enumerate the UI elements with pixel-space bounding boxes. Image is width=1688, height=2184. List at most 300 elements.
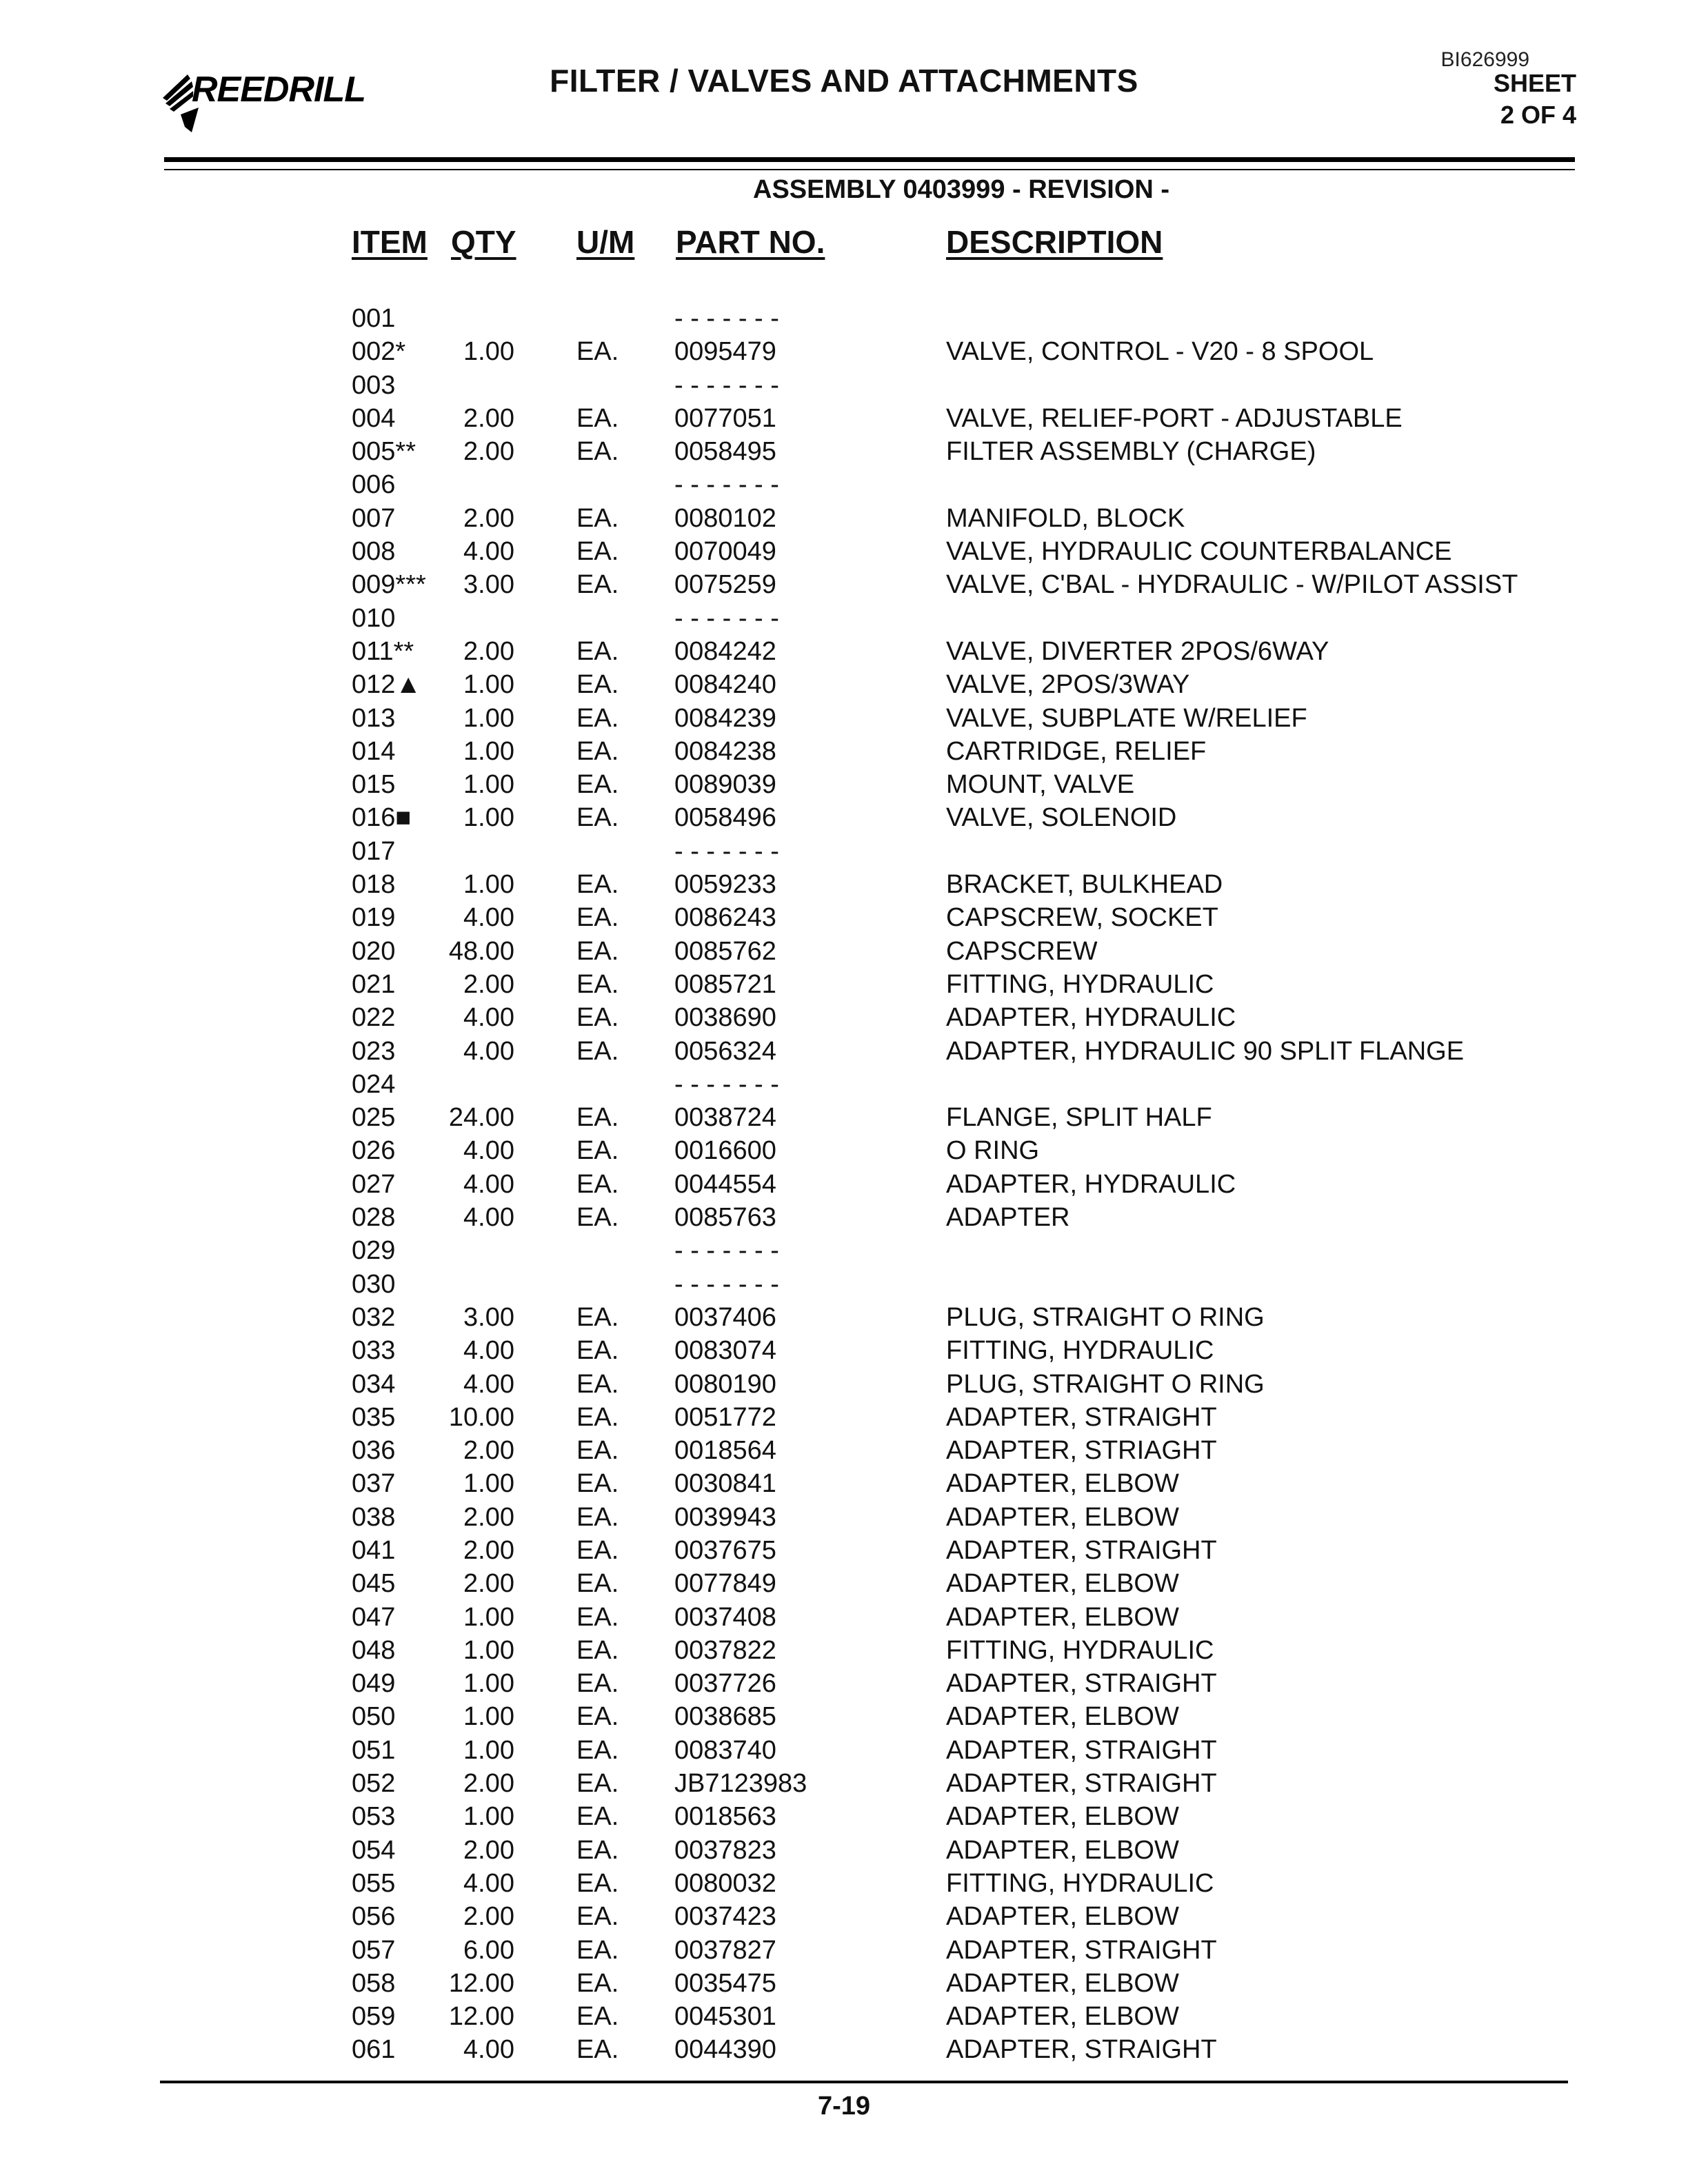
part-number-cell: 0035475 [674, 1968, 776, 1998]
table-row [0, 468, 1688, 501]
table-row [0, 1035, 1688, 1068]
item-cell: 010 [352, 603, 396, 633]
item-cell: 009*** [352, 570, 426, 600]
part-number-cell: 0051772 [674, 1402, 776, 1432]
table-row [0, 2000, 1688, 2033]
part-number-cell: - - - - - - - [674, 1069, 779, 1099]
item-cell: 036 [352, 1436, 396, 1466]
table-row [0, 1201, 1688, 1234]
description-cell: ADAPTER, STRAIGHT [946, 1769, 1217, 1799]
table-row [0, 1467, 1688, 1500]
qty-cell: 12.00 [448, 1968, 514, 1998]
item-cell: 019 [352, 903, 396, 933]
description-cell: ADAPTER, ELBOW [946, 1469, 1179, 1499]
um-cell: EA. [576, 1735, 619, 1765]
qty-cell: 1.00 [463, 1635, 514, 1665]
item-cell: 045 [352, 1569, 396, 1599]
item-cell: 015 [352, 770, 396, 800]
qty-cell: 1.00 [463, 1602, 514, 1632]
table-row [0, 702, 1688, 735]
column-header-qty: QTY [451, 224, 516, 260]
table-row [0, 1601, 1688, 1634]
description-cell: VALVE, CONTROL - V20 - 8 SPOOL [946, 337, 1374, 367]
um-cell: EA. [576, 1502, 619, 1532]
item-cell: 028 [352, 1203, 396, 1233]
part-number-cell: JB7123983 [674, 1769, 807, 1799]
qty-cell: 3.00 [463, 1302, 514, 1332]
part-number-cell: 0044390 [674, 2035, 776, 2065]
qty-cell: 1.00 [463, 1802, 514, 1832]
item-cell: 016■ [352, 803, 412, 833]
um-cell: EA. [576, 1436, 619, 1466]
description-cell: ADAPTER, ELBOW [946, 1602, 1179, 1632]
footer-rule [160, 2081, 1568, 2083]
um-cell: EA. [576, 936, 619, 966]
qty-cell: 2.00 [463, 437, 514, 467]
item-cell: 005** [352, 437, 416, 467]
part-number-cell: 0045301 [674, 2002, 776, 2032]
item-cell: 029 [352, 1236, 396, 1266]
part-number-cell: 0058495 [674, 437, 776, 467]
qty-cell: 4.00 [463, 1136, 514, 1166]
table-row [0, 1168, 1688, 1201]
qty-cell: 2.00 [463, 1502, 514, 1532]
qty-cell: 4.00 [463, 2035, 514, 2065]
qty-cell: 4.00 [463, 903, 514, 933]
um-cell: EA. [576, 770, 619, 800]
part-number-cell: 0016600 [674, 1136, 776, 1166]
qty-cell: 24.00 [448, 1103, 514, 1133]
table-row [0, 1900, 1688, 1933]
um-cell: EA. [576, 1902, 619, 1932]
qty-cell: 2.00 [463, 1569, 514, 1599]
part-number-cell: 0038690 [674, 1003, 776, 1033]
part-number-cell: 0080102 [674, 503, 776, 533]
um-cell: EA. [576, 1169, 619, 1199]
part-number-cell: - - - - - - - [674, 470, 779, 500]
qty-cell: 1.00 [463, 1469, 514, 1499]
description-cell: VALVE, 2POS/3WAY [946, 670, 1190, 700]
table-row [0, 1867, 1688, 1900]
item-cell: 047 [352, 1602, 396, 1632]
part-number-cell: 0084240 [674, 670, 776, 700]
item-cell: 041 [352, 1535, 396, 1565]
description-cell: FITTING, HYDRAULIC [946, 1336, 1214, 1366]
qty-cell: 1.00 [463, 1669, 514, 1699]
description-cell: ADAPTER, ELBOW [946, 1968, 1179, 1998]
qty-cell: 1.00 [463, 736, 514, 766]
item-cell: 034 [352, 1369, 396, 1399]
table-row [0, 1501, 1688, 1534]
part-number-cell: - - - - - - - [674, 370, 779, 400]
part-number-cell: 0059233 [674, 870, 776, 900]
description-cell: MOUNT, VALVE [946, 770, 1135, 800]
qty-cell: 2.00 [463, 636, 514, 666]
table-row [0, 901, 1688, 934]
item-cell: 032 [352, 1302, 396, 1332]
part-number-cell: 0037726 [674, 1669, 776, 1699]
part-number-cell: 0086243 [674, 903, 776, 933]
table-row [0, 1368, 1688, 1401]
item-cell: 058 [352, 1968, 396, 1998]
table-row [0, 1567, 1688, 1600]
um-cell: EA. [576, 1569, 619, 1599]
um-cell: EA. [576, 703, 619, 733]
um-cell: EA. [576, 803, 619, 833]
part-number-cell: 0037823 [674, 1835, 776, 1865]
column-header-item: ITEM [352, 224, 428, 260]
qty-cell: 1.00 [463, 870, 514, 900]
part-number-cell: 0084239 [674, 703, 776, 733]
um-cell: EA. [576, 2035, 619, 2065]
um-cell: EA. [576, 403, 619, 433]
part-number-cell: 0037423 [674, 1902, 776, 1932]
table-row [0, 302, 1688, 335]
header-rule-thick [164, 157, 1575, 162]
um-cell: EA. [576, 969, 619, 999]
part-number-cell: 0077051 [674, 403, 776, 433]
item-cell: 022 [352, 1003, 396, 1033]
part-number-cell: 0018564 [674, 1436, 776, 1466]
um-cell: EA. [576, 1835, 619, 1865]
part-number-cell: 0037822 [674, 1635, 776, 1665]
part-number-cell: - - - - - - - [674, 603, 779, 633]
table-row [0, 1268, 1688, 1301]
um-cell: EA. [576, 1402, 619, 1432]
item-cell: 057 [352, 1935, 396, 1965]
item-cell: 049 [352, 1669, 396, 1699]
sheet-label: SHEET [1493, 69, 1576, 97]
parts-table [0, 302, 1688, 2067]
page-number: 7-19 [817, 2092, 871, 2121]
um-cell: EA. [576, 1635, 619, 1665]
qty-cell: 1.00 [463, 770, 514, 800]
item-cell: 035 [352, 1402, 396, 1432]
part-number-cell: 0075259 [674, 570, 776, 600]
um-cell: EA. [576, 1469, 619, 1499]
qty-cell: 4.00 [463, 1336, 514, 1366]
table-row [0, 502, 1688, 535]
item-cell: 008 [352, 537, 396, 567]
description-cell: FILTER ASSEMBLY (CHARGE) [946, 437, 1316, 467]
description-cell: MANIFOLD, BLOCK [946, 503, 1185, 533]
qty-cell: 1.00 [463, 337, 514, 367]
part-number-cell: 0039943 [674, 1502, 776, 1532]
qty-cell: 2.00 [463, 403, 514, 433]
table-row [0, 968, 1688, 1001]
description-cell: ADAPTER, STRAIGHT [946, 2035, 1217, 2065]
table-row [0, 1534, 1688, 1567]
um-cell: EA. [576, 1003, 619, 1033]
description-cell: VALVE, C'BAL - HYDRAULIC - W/PILOT ASSIST [946, 570, 1518, 600]
qty-cell: 10.00 [448, 1402, 514, 1432]
part-number-cell: 0077849 [674, 1569, 776, 1599]
qty-cell: 2.00 [463, 1835, 514, 1865]
table-row [0, 1101, 1688, 1134]
part-number-cell: 0084242 [674, 636, 776, 666]
item-cell: 050 [352, 1702, 396, 1732]
description-cell: ADAPTER, HYDRAULIC [946, 1003, 1236, 1033]
item-cell: 013 [352, 703, 396, 733]
part-number-cell: - - - - - - - [674, 1236, 779, 1266]
item-cell: 038 [352, 1502, 396, 1532]
item-cell: 054 [352, 1835, 396, 1865]
description-cell: ADAPTER, STRAIGHT [946, 1669, 1217, 1699]
qty-cell: 1.00 [463, 703, 514, 733]
qty-cell: 6.00 [463, 1935, 514, 1965]
item-cell: 007 [352, 503, 396, 533]
um-cell: EA. [576, 1602, 619, 1632]
item-cell: 033 [352, 1336, 396, 1366]
column-header-um: U/M [576, 224, 635, 260]
um-cell: EA. [576, 1302, 619, 1332]
item-cell: 021 [352, 969, 396, 999]
column-header-description: DESCRIPTION [946, 224, 1163, 260]
um-cell: EA. [576, 1136, 619, 1166]
document-id: BI626999 [1440, 48, 1529, 71]
description-cell: ADAPTER, ELBOW [946, 1502, 1179, 1532]
um-cell: EA. [576, 1669, 619, 1699]
um-cell: EA. [576, 437, 619, 467]
item-cell: 020 [352, 936, 396, 966]
part-number-cell: 0044554 [674, 1169, 776, 1199]
part-number-cell: 0083740 [674, 1735, 776, 1765]
table-row [0, 735, 1688, 768]
item-cell: 052 [352, 1769, 396, 1799]
part-number-cell: 0080190 [674, 1369, 776, 1399]
description-cell: ADAPTER, HYDRAULIC [946, 1169, 1236, 1199]
um-cell: EA. [576, 537, 619, 567]
item-cell: 001 [352, 304, 396, 333]
table-row [0, 535, 1688, 568]
item-cell: 051 [352, 1735, 396, 1765]
part-number-cell: 0095479 [674, 337, 776, 367]
description-cell: VALVE, SUBPLATE W/RELIEF [946, 703, 1307, 733]
table-row [0, 1800, 1688, 1833]
qty-cell: 2.00 [463, 969, 514, 999]
qty-cell: 2.00 [463, 503, 514, 533]
item-cell: 053 [352, 1802, 396, 1832]
qty-cell: 4.00 [463, 1203, 514, 1233]
part-number-cell: 0018563 [674, 1802, 776, 1832]
um-cell: EA. [576, 1802, 619, 1832]
qty-cell: 1.00 [463, 670, 514, 700]
description-cell: FITTING, HYDRAULIC [946, 969, 1214, 999]
um-cell: EA. [576, 670, 619, 700]
part-number-cell: 0084238 [674, 736, 776, 766]
um-cell: EA. [576, 1868, 619, 1898]
table-row [0, 602, 1688, 635]
table-row [0, 435, 1688, 468]
description-cell: ADAPTER, ELBOW [946, 2002, 1179, 2032]
qty-cell: 4.00 [463, 1036, 514, 1066]
description-cell: ADAPTER, STRAIGHT [946, 1735, 1217, 1765]
table-row [0, 402, 1688, 435]
item-cell: 017 [352, 836, 396, 866]
description-cell: CAPSCREW [946, 936, 1098, 966]
item-cell: 011** [352, 636, 414, 666]
um-cell: EA. [576, 570, 619, 600]
table-row [0, 801, 1688, 834]
description-cell: VALVE, SOLENOID [946, 803, 1177, 833]
qty-cell: 2.00 [463, 1436, 514, 1466]
description-cell: ADAPTER, ELBOW [946, 1569, 1179, 1599]
description-cell: ADAPTER, ELBOW [946, 1702, 1179, 1732]
sheet-indicator [1494, 68, 1576, 131]
table-row [0, 369, 1688, 402]
table-row [0, 1434, 1688, 1467]
item-cell: 003 [352, 370, 396, 400]
item-cell: 027 [352, 1169, 396, 1199]
um-cell: EA. [576, 1968, 619, 1998]
table-row [0, 768, 1688, 801]
um-cell: EA. [576, 1369, 619, 1399]
part-number-cell: 0037675 [674, 1535, 776, 1565]
table-row [0, 1401, 1688, 1434]
um-cell: EA. [576, 636, 619, 666]
part-number-cell: 0080032 [674, 1868, 776, 1898]
qty-cell: 4.00 [463, 1169, 514, 1199]
description-cell: ADAPTER [946, 1203, 1070, 1233]
part-number-cell: - - - - - - - [674, 836, 779, 866]
table-row [0, 1700, 1688, 1733]
um-cell: EA. [576, 1535, 619, 1565]
item-cell: 048 [352, 1635, 396, 1665]
description-cell: VALVE, DIVERTER 2POS/6WAY [946, 636, 1329, 666]
part-number-cell: 0037408 [674, 1602, 776, 1632]
table-row [0, 1634, 1688, 1667]
sheet-number: 2 OF 4 [1500, 101, 1576, 129]
qty-cell: 48.00 [448, 936, 514, 966]
um-cell: EA. [576, 1702, 619, 1732]
qty-cell: 4.00 [463, 1369, 514, 1399]
part-number-cell: - - - - - - - [674, 1269, 779, 1299]
item-cell: 002* [352, 337, 406, 367]
table-row [0, 1334, 1688, 1367]
table-row [0, 335, 1688, 368]
description-cell: VALVE, HYDRAULIC COUNTERBALANCE [946, 537, 1452, 567]
table-row [0, 835, 1688, 868]
item-cell: 018 [352, 870, 396, 900]
um-cell: EA. [576, 2002, 619, 2032]
description-cell: FITTING, HYDRAULIC [946, 1635, 1214, 1665]
table-row [0, 568, 1688, 601]
item-cell: 012▲ [352, 670, 422, 700]
um-cell: EA. [576, 1036, 619, 1066]
table-row [0, 1767, 1688, 1800]
item-cell: 059 [352, 2002, 396, 2032]
table-row [0, 1834, 1688, 1867]
description-cell: PLUG, STRAIGHT O RING [946, 1302, 1265, 1332]
table-row [0, 1001, 1688, 1034]
part-number-cell: 0037827 [674, 1935, 776, 1965]
item-cell: 024 [352, 1069, 396, 1099]
description-cell: PLUG, STRAIGHT O RING [946, 1369, 1265, 1399]
description-cell: CAPSCREW, SOCKET [946, 903, 1218, 933]
qty-cell: 2.00 [463, 1535, 514, 1565]
table-row [0, 2033, 1688, 2066]
qty-cell: 12.00 [448, 2002, 514, 2032]
um-cell: EA. [576, 903, 619, 933]
part-number-cell: 0056324 [674, 1036, 776, 1066]
item-cell: 037 [352, 1469, 396, 1499]
part-number-cell: 0030841 [674, 1469, 776, 1499]
item-cell: 061 [352, 2035, 396, 2065]
table-row [0, 1134, 1688, 1167]
item-cell: 055 [352, 1868, 396, 1898]
description-cell: ADAPTER, STRAIGHT [946, 1935, 1217, 1965]
um-cell: EA. [576, 736, 619, 766]
item-cell: 056 [352, 1902, 396, 1932]
part-number-cell: 0058496 [674, 803, 776, 833]
table-row [0, 1234, 1688, 1267]
table-row [0, 668, 1688, 701]
item-cell: 023 [352, 1036, 396, 1066]
table-row [0, 1068, 1688, 1101]
qty-cell: 4.00 [463, 1868, 514, 1898]
qty-cell: 1.00 [463, 1702, 514, 1732]
column-header-part-no: PART NO. [676, 224, 825, 260]
item-cell: 004 [352, 403, 396, 433]
um-cell: EA. [576, 870, 619, 900]
item-cell: 025 [352, 1103, 396, 1133]
description-cell: O RING [946, 1136, 1040, 1166]
assembly-revision: ASSEMBLY 0403999 - REVISION - [753, 175, 1170, 204]
table-row [0, 635, 1688, 668]
part-number-cell: 0038685 [674, 1702, 776, 1732]
description-cell: ADAPTER, ELBOW [946, 1835, 1179, 1865]
qty-cell: 2.00 [463, 1769, 514, 1799]
description-cell: VALVE, RELIEF-PORT - ADJUSTABLE [946, 403, 1403, 433]
part-number-cell: - - - - - - - [674, 304, 779, 333]
description-cell: ADAPTER, STRIAGHT [946, 1436, 1217, 1466]
description-cell: ADAPTER, STRAIGHT [946, 1402, 1217, 1432]
part-number-cell: 0089039 [674, 770, 776, 800]
table-row [0, 1967, 1688, 2000]
qty-cell: 3.00 [463, 570, 514, 600]
table-row [0, 935, 1688, 968]
page-title: FILTER / VALVES AND ATTACHMENTS [550, 63, 1138, 99]
part-number-cell: 0070049 [674, 537, 776, 567]
item-cell: 030 [352, 1269, 396, 1299]
part-number-cell: 0085721 [674, 969, 776, 999]
description-cell: ADAPTER, ELBOW [946, 1902, 1179, 1932]
um-cell: EA. [576, 1203, 619, 1233]
qty-cell: 4.00 [463, 537, 514, 567]
description-cell: ADAPTER, STRAIGHT [946, 1535, 1217, 1565]
qty-cell: 2.00 [463, 1902, 514, 1932]
description-cell: FITTING, HYDRAULIC [946, 1868, 1214, 1898]
table-row [0, 868, 1688, 901]
description-cell: CARTRIDGE, RELIEF [946, 736, 1207, 766]
table-row [0, 1934, 1688, 1967]
um-cell: EA. [576, 1336, 619, 1366]
description-cell: BRACKET, BULKHEAD [946, 870, 1223, 900]
description-cell: FLANGE, SPLIT HALF [946, 1103, 1212, 1133]
part-number-cell: 0037406 [674, 1302, 776, 1332]
header-rule-thin [164, 169, 1575, 170]
item-cell: 006 [352, 470, 396, 500]
description-cell: ADAPTER, HYDRAULIC 90 SPLIT FLANGE [946, 1036, 1465, 1066]
part-number-cell: 0083074 [674, 1336, 776, 1366]
qty-cell: 1.00 [463, 803, 514, 833]
qty-cell: 1.00 [463, 1735, 514, 1765]
part-number-cell: 0085762 [674, 936, 776, 966]
qty-cell: 4.00 [463, 1003, 514, 1033]
um-cell: EA. [576, 1769, 619, 1799]
table-row [0, 1734, 1688, 1767]
um-cell: EA. [576, 337, 619, 367]
